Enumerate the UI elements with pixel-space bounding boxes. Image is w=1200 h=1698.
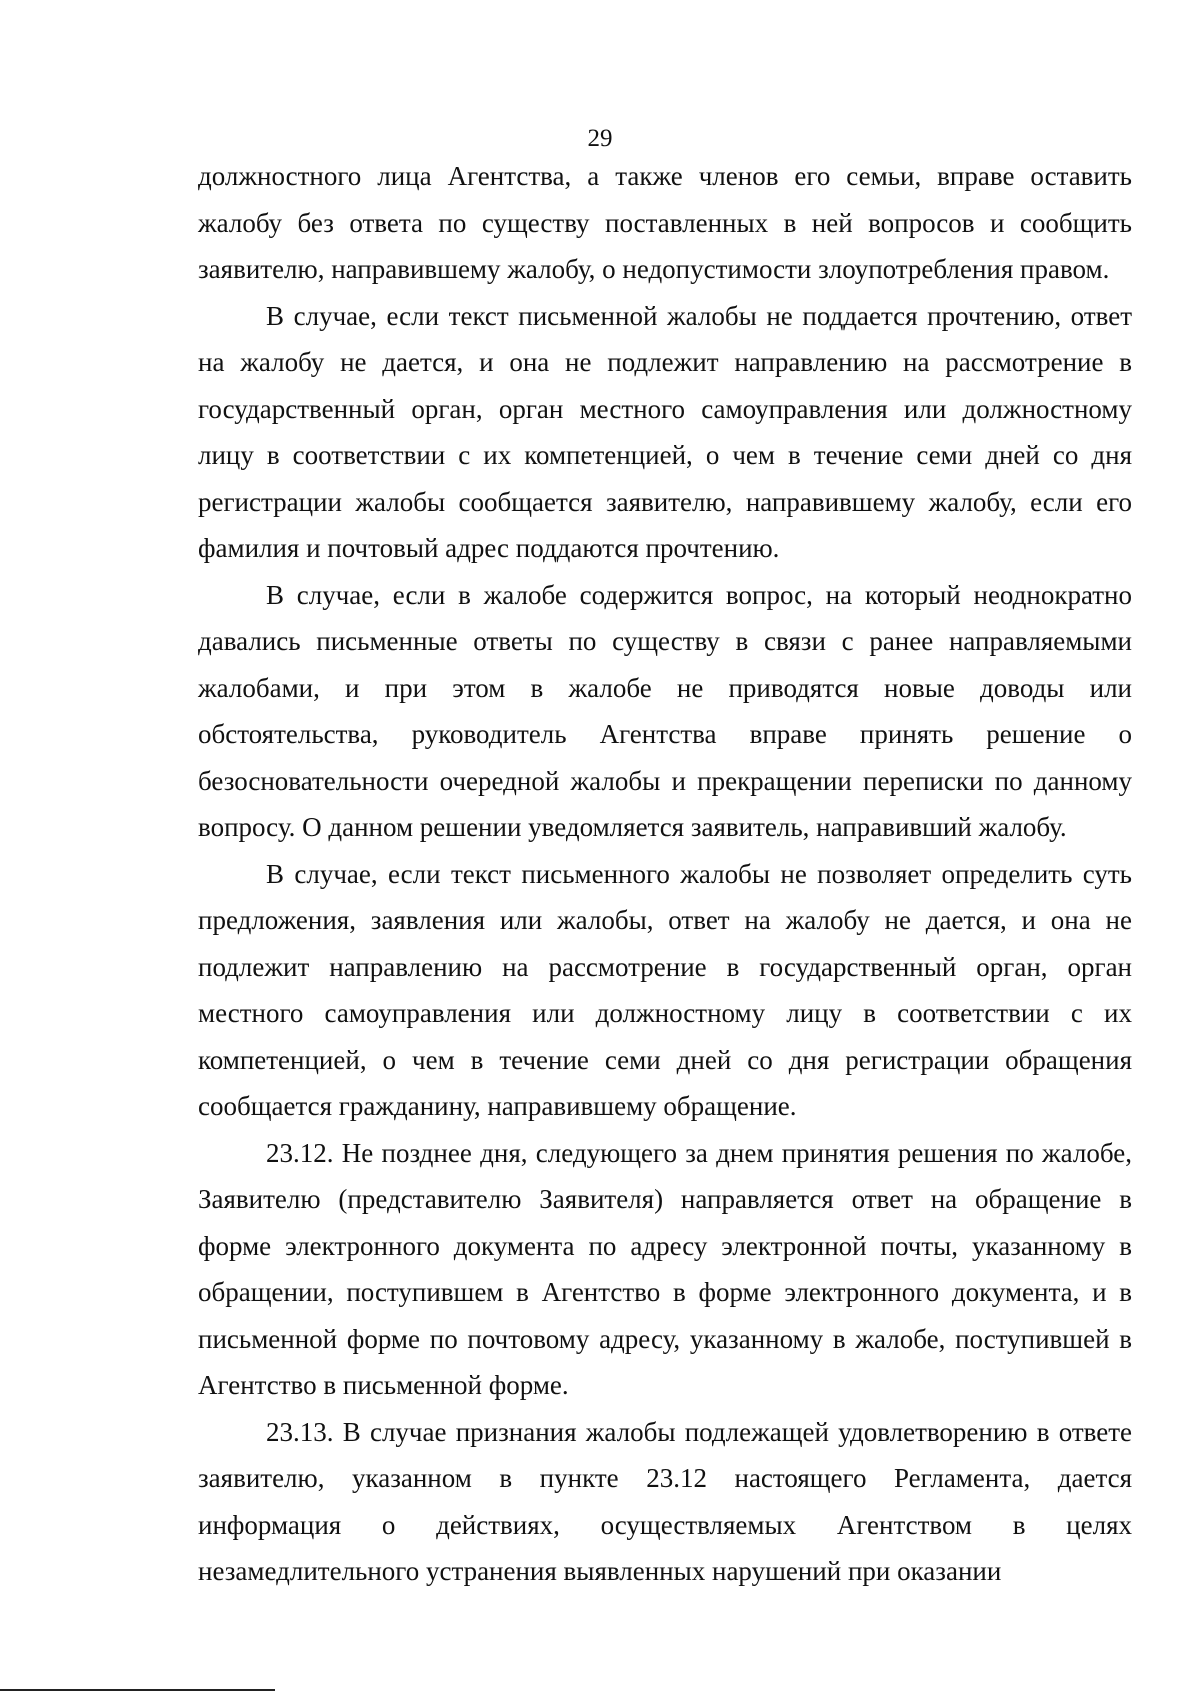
paragraph-unreadable-complaint: В случае, если текст письменной жалобы не поддается прочтению, ответ на жалобу не дается, и она не подлежит направлению на рассмотрение в государственный орган, орган местного самоуправления или должностному лицу в соответствии с их компетенцией, о чем в течение семи дней со дня регистрации жалобы сообщается заявителю, направившему жалобу, если его фамилия и почтовый адрес поддаются прочтению.	[198, 300, 1132, 563]
paragraph-clause-23-12: 23.12. Не позднее дня, следующего за днем принятия решения по жалобе, Заявителю (представителю Заявителя) направляется ответ на обращение в форме электронного документа по адресу электронной почты, указанному в обращении, поступившем в Агентство в форме электронного документа, и в письменной форме по почтовому адресу, указанному в жалобе, поступившей в Агентство в письменной форме.	[198, 1137, 1132, 1400]
paragraph-clause-23-13: 23.13. В случае признания жалобы подлежащей удовлетворению в ответе заявителю, указанном в пункте 23.12 настоящего Регламента, дается информация о действиях, осуществляемых Агентством в целях незамедлительного устранения выявленных нарушений при оказании	[198, 1416, 1132, 1586]
paragraph-continuation: должностного лица Агентства, а также членов его семьи, вправе оставить жалобу без ответа по существу поставленных в ней вопросов и сообщить заявителю, направившему жалобу, о недопустимости злоупотребления правом.	[198, 161, 1132, 284]
footer-rule	[0, 1689, 275, 1691]
body-text	[198, 153, 1132, 1595]
paragraph-undefined-essence: В случае, если текст письменного жалобы не позволяет определить суть предложения, заявления или жалобы, ответ на жалобу не дается, и она не подлежит направлению на рассмотрение в государственный орган, орган местного самоуправления или должностному лицу в соответствии с их компетенцией, о чем в течение семи дней со дня регистрации обращения сообщается гражданину, направившему обращение.	[198, 858, 1132, 1121]
paragraph-repeated-question: В случае, если в жалобе содержится вопрос, на который неоднократно давались письменные ответы по существу в связи с ранее направляемыми жалобами, и при этом в жалобе не приводятся новые доводы или обстоятельства, руководитель Агентства вправе принять решение о безосновательности очередной жалобы и прекращении переписки по данному вопросу. О данном решении уведомляется заявитель, направивший жалобу.	[198, 579, 1132, 842]
page-number: 29	[587, 125, 613, 152]
